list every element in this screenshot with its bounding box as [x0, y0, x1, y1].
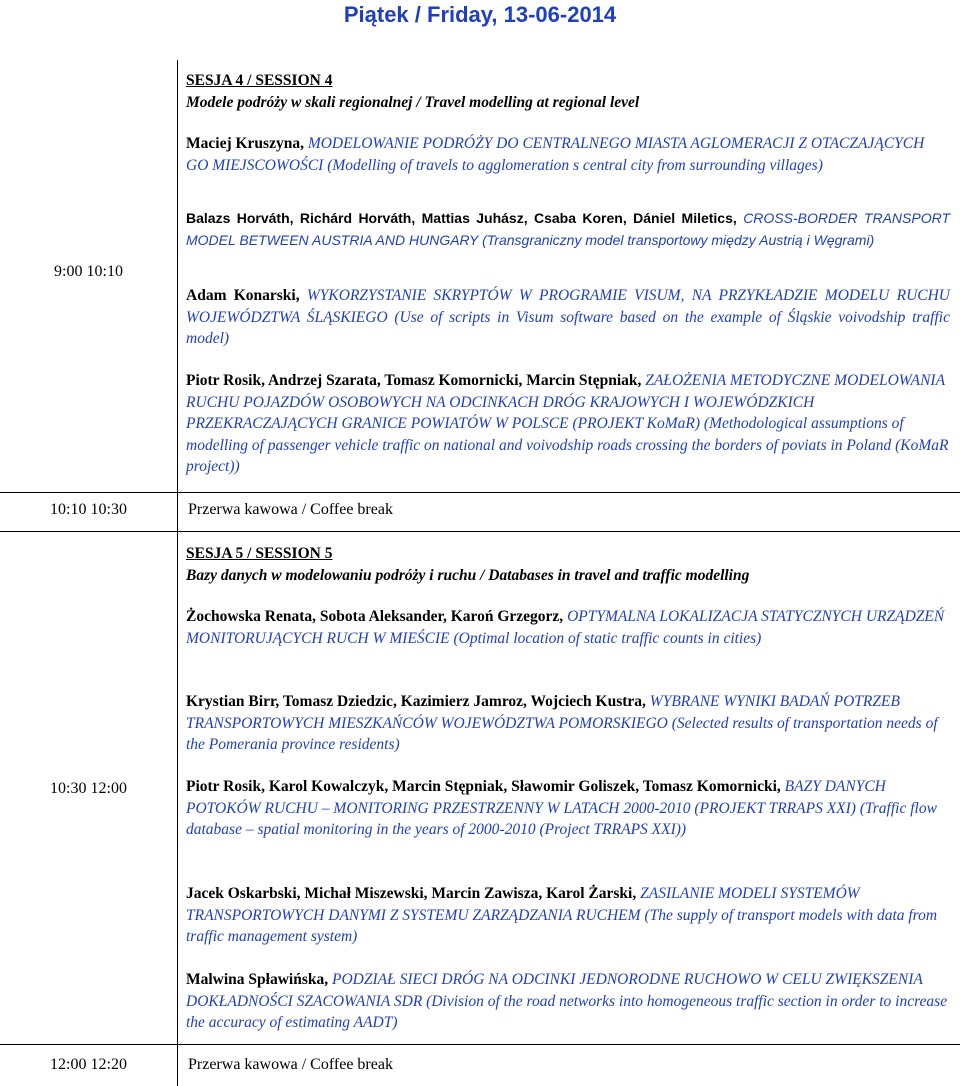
paper-item: [186, 208, 950, 251]
paper-title: WYKORZYSTANIE SKRYPTÓW W PROGRAMIE VISUM, NA PRZYKŁADZIE MODELU RUCHU WOJEWÓDZTWA ŚLĄSKIEGO (Use of scripts in Visum software based on the example of Śląskie voivodship traffic model): [186, 287, 950, 347]
paper-authors: Żochowska Renata, Sobota Aleksander, Karoń Grzegorz,: [186, 608, 564, 625]
paper-authors: Piotr Rosik, Karol Kowalczyk, Marcin Stępniak, Sławomir Goliszek, Tomasz Komornicki,: [186, 778, 781, 795]
break1-time: 10:10 10:30: [50, 501, 127, 518]
session5-subtitle: Bazy danych w modelowaniu podróży i ruchu / Databases in travel and traffic modelling: [186, 566, 750, 584]
session5-header: [186, 543, 950, 586]
session5-time: 10:30 12:00: [50, 780, 127, 797]
row-divider: [0, 492, 960, 493]
paper-title: WYBRANE WYNIKI BADAŃ POTRZEB TRANSPORTOWYCH MIESZKAŃCÓW WOJEWÓDZTWA POMORSKIEGO (Selected results of transportation needs of the Pomerania province residents): [186, 693, 938, 753]
column-divider: [177, 60, 178, 1086]
session5-heading: SESJA 5 / SESSION 5: [186, 545, 333, 562]
paper-authors: Adam Konarski,: [186, 287, 300, 304]
paper-authors: Malwina Spławińska,: [186, 971, 329, 988]
paper-authors: Piotr Rosik, Andrzej Szarata, Tomasz Komornicki, Marcin Stępniak,: [186, 372, 642, 389]
paper-title: ZASILANIE MODELI SYSTEMÓW TRANSPORTOWYCH DANYMI Z SYSTEMU ZARZĄDZANIA RUCHEM (The supply of transport models with data from traffic management system): [186, 885, 938, 945]
break1-label: Przerwa kawowa / Coffee break: [188, 501, 393, 518]
paper-item: [186, 691, 950, 756]
paper-authors: Krystian Birr, Tomasz Dziedzic, Kazimierz Jamroz, Wojciech Kustra,: [186, 693, 646, 710]
paper-item: [186, 606, 950, 649]
paper-title: CROSS-BORDER TRANSPORT MODEL BETWEEN AUSTRIA AND HUNGARY (Transgraniczny model transportowy między Austrią i Węgrami): [186, 210, 951, 248]
session4-header: [186, 70, 950, 113]
page-title: Piątek / Friday, 13-06-2014: [343, 2, 617, 27]
session4-time: 9:00 10:10: [54, 263, 123, 280]
paper-item: [186, 285, 950, 350]
paper-title: OPTYMALNA LOKALIZACJA STATYCZNYCH URZĄDZEŃ MONITORUJĄCYCH RUCH W MIEŚCIE (Optimal location of static traffic counts in cities): [186, 608, 945, 647]
row-divider: [0, 531, 960, 532]
paper-item: [186, 133, 950, 176]
paper-title: MODELOWANIE PODRÓŻY DO CENTRALNEGO MIASTA AGLOMERACJI Z OTACZAJĄCYCH GO MIEJSCOWOŚCI (Modelling of travels to agglomeration s central city from surrounding villages): [186, 135, 925, 174]
paper-item: [186, 883, 950, 948]
paper-title: ZAŁOŻENIA METODYCZNE MODELOWANIA RUCHU POJAZDÓW OSOBOWYCH NA ODCINKACH DRÓG KRAJOWYCH I WOJEWÓDZKICH PRZEKRACZAJĄCYCH GRANICE POWIATÓW W POLSCE (PROJEKT KoMaR) (Methodological assumptions of modelling of passenger vehicle traffic on national and voivodship roads crossing the borders of poviats in Poland (KoMaR project)): [186, 372, 949, 475]
session4-subtitle: Modele podróży w skali regionalnej / Travel modelling at regional level: [186, 93, 640, 111]
paper-item: [186, 776, 950, 841]
paper-authors: Balazs Horváth, Richárd Horváth, Mattias Juhász, Csaba Koren, Dániel Miletics,: [186, 210, 737, 226]
session4-heading: SESJA 4 / SESSION 4: [186, 72, 333, 89]
paper-item: [186, 370, 950, 478]
paper-authors: Jacek Oskarbski, Michał Miszewski, Marcin Zawisza, Karol Żarski,: [186, 885, 637, 902]
paper-title: BAZY DANYCH POTOKÓW RUCHU – MONITORING PRZESTRZENNY W LATACH 2000-2010 (PROJEKT TRRAPS XXI) (Traffic flow database – spatial monitoring in the years of 2000-2010 (Project TRRAPS XXI)): [186, 778, 937, 838]
break2-time: 12:00 12:20: [50, 1056, 127, 1073]
paper-item: [186, 969, 950, 1034]
row-divider: [0, 1044, 960, 1045]
paper-title: PODZIAŁ SIECI DRÓG NA ODCINKI JEDNORODNE RUCHOWO W CELU ZWIĘKSZENIA DOKŁADNOŚCI SZACOWANIA SDR (Division of the road networks into homogeneous traffic section in order to increase the accuracy of estimating AADT): [186, 971, 948, 1031]
paper-authors: Maciej Kruszyna,: [186, 135, 304, 152]
break2-label: Przerwa kawowa / Coffee break: [188, 1056, 393, 1073]
